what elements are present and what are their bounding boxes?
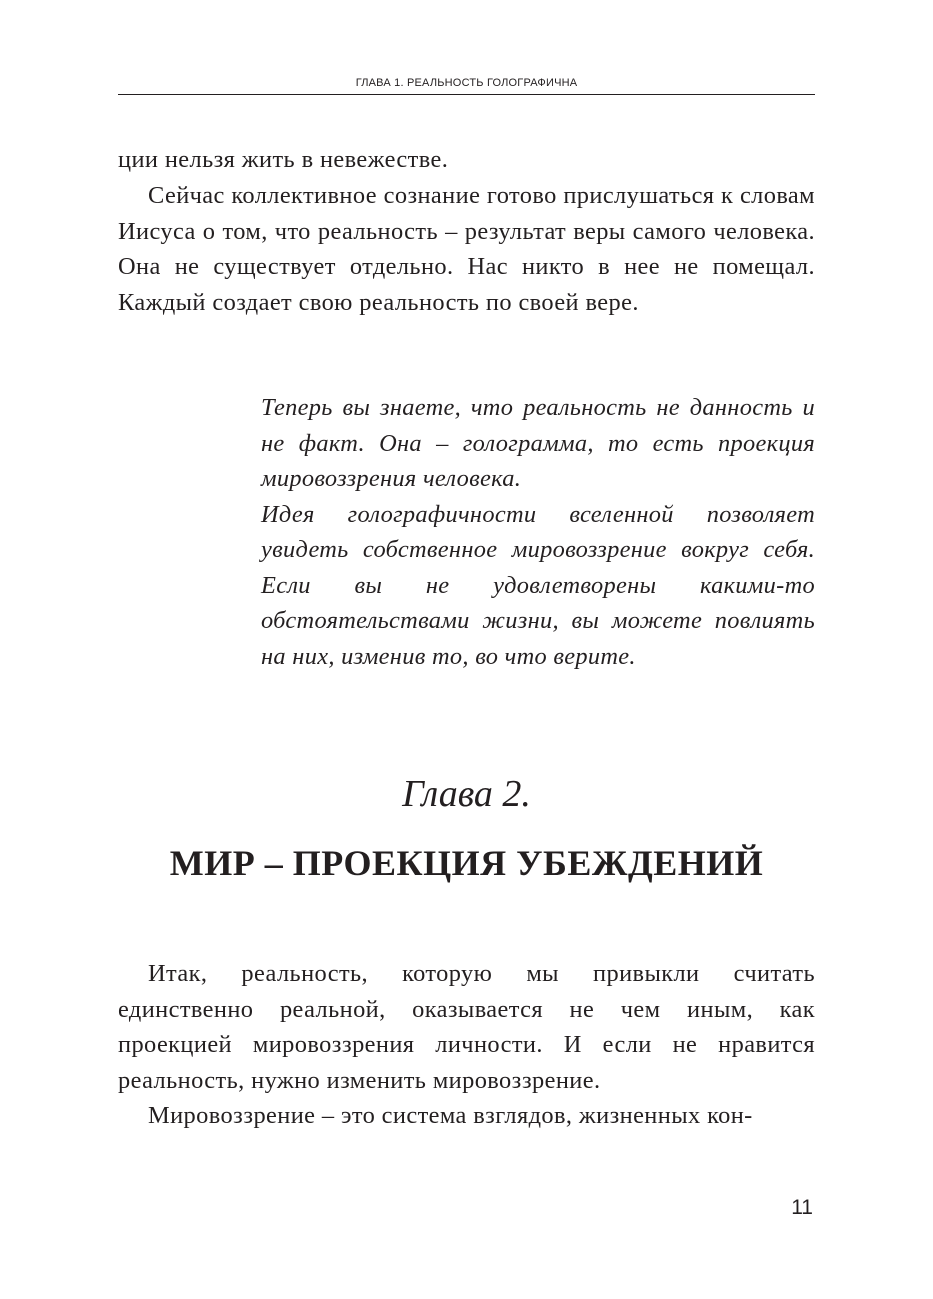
body-paragraph: Сейчас коллективное сознание готово прислушаться к словам Иисуса о том, что реальность – результат веры самого человека. Она не существует отдельно. Нас никто в нее не помещал. Каждый создает свою реальность по своей вере. [118, 182, 815, 316]
continuation-paragraph: ции нельзя жить в невежестве. [118, 146, 449, 173]
header-rule [118, 94, 815, 95]
chapter-number: Глава 2. [402, 773, 531, 815]
body-paragraph-after-2: Мировоззрение – это система взглядов, жизненных кон- [148, 1102, 753, 1129]
running-header: ГЛАВА 1. РЕАЛЬНОСТЬ ГОЛОГРАФИЧНА [355, 77, 578, 89]
callout-paragraph-1: Теперь вы знаете, что реальность не данность и не факт. Она – голограмма, то есть проекция мировоззрения человека. [261, 394, 815, 492]
body-paragraph-after-1: Итак, реальность, которую мы привыкли считать единственно реальной, оказывается не чем иным, как проекцией мировоззрения личности. И если не нравится реальность, нужно изменить мировоззрение. [118, 960, 815, 1094]
chapter-title: МИР – ПРОЕКЦИЯ УБЕЖДЕНИЙ [169, 843, 764, 883]
callout-block [261, 390, 815, 674]
callout-paragraph-2: Идея голографичности вселенной позволяет увидеть собственное мировоззрение вокруг себя. Если вы не удовлетворены какими-то обстоятельствами жизни, вы можете повлиять на них, изменив то, во что верите. [261, 500, 815, 670]
page-number: 11 [791, 1196, 813, 1219]
